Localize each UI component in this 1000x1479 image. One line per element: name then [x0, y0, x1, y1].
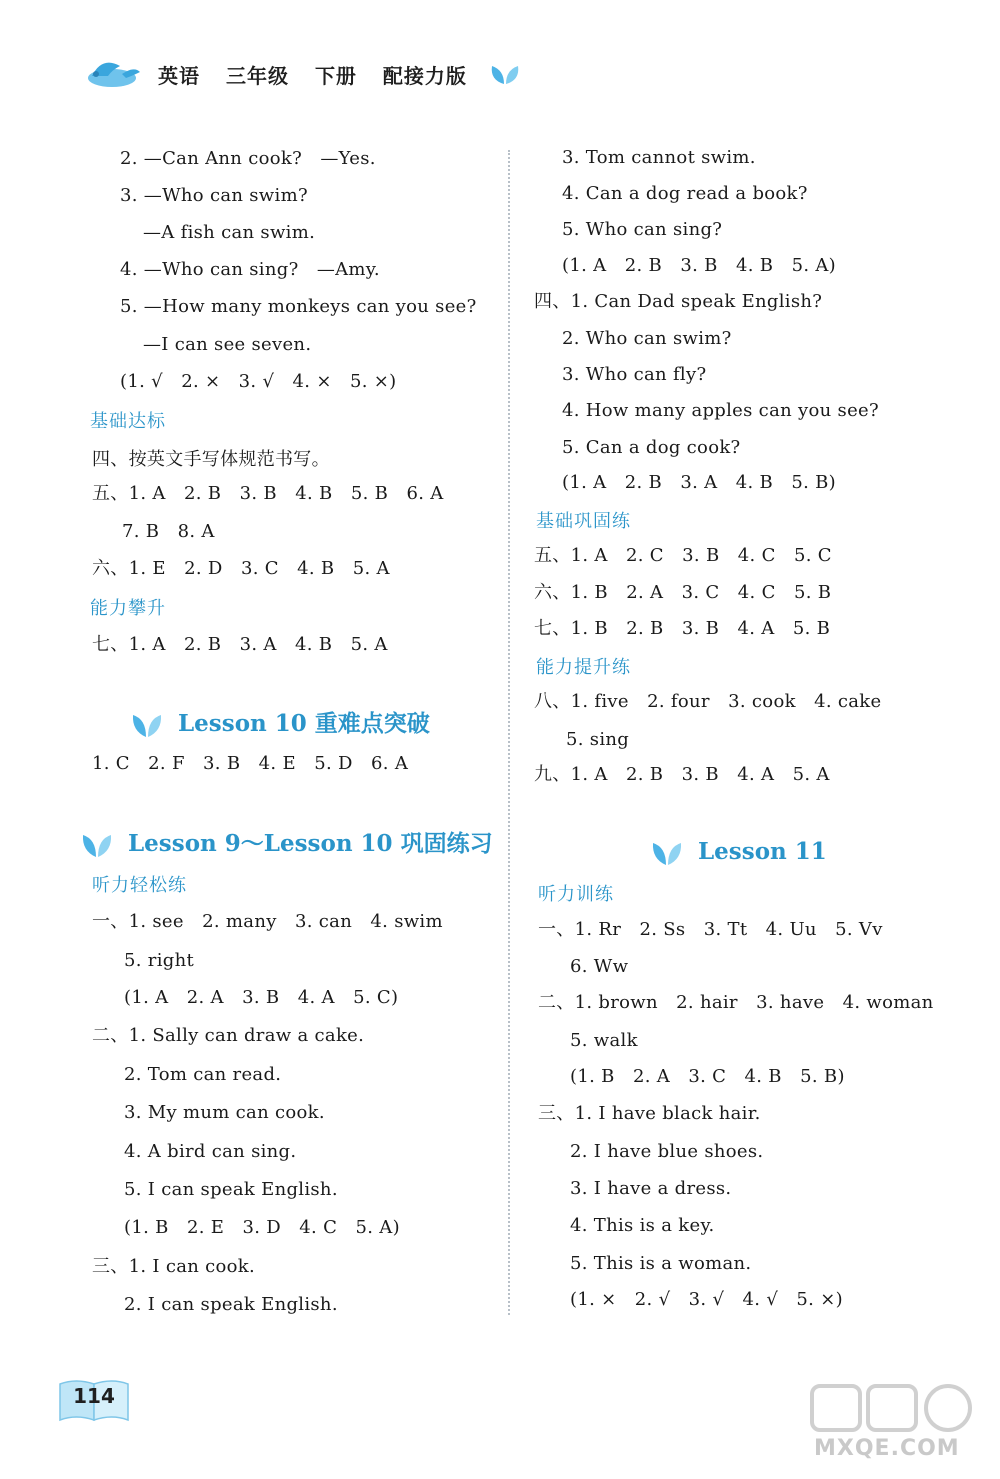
answer-line: 2. I can speak English. — [124, 1294, 338, 1315]
answer-line: 2. I have blue shoes. — [570, 1141, 764, 1162]
answer-line: 7. B 8. A — [122, 521, 215, 542]
watermark-logo — [808, 1380, 978, 1436]
section-heading: 能力提升练 — [536, 657, 631, 678]
section-heading: 听力轻松练 — [92, 875, 187, 896]
lesson-title — [650, 837, 827, 867]
answer-line: 5. This is a woman. — [570, 1253, 752, 1274]
answer-line: 5. walk — [570, 1030, 638, 1051]
answer-line: 5. —How many monkeys can you see? — [120, 296, 477, 317]
column-divider — [508, 150, 510, 1315]
section-heading: 基础巩固练 — [536, 511, 631, 532]
answer-line: 5. Can a dog cook? — [562, 437, 741, 458]
answer-line: 五、1. A 2. B 3. B 4. B 5. B 6. A — [92, 483, 444, 504]
answer-line: 三、1. I can cook. — [92, 1256, 256, 1277]
answer-line: 2. Tom can read. — [124, 1064, 282, 1085]
answer-line: 4. A bird can sing. — [124, 1141, 297, 1162]
answer-line: 5. sing — [566, 729, 630, 750]
answer-line: —A fish can swim. — [143, 222, 316, 243]
answer-line: 4. Can a dog read a book? — [562, 183, 808, 204]
answer-line: 四、按英文手写体规范书写。 — [92, 449, 330, 470]
answer-line: —I can see seven. — [143, 334, 312, 355]
answer-line: 四、1. Can Dad speak English? — [534, 291, 823, 312]
watermark — [804, 1380, 984, 1472]
bird-icon — [82, 52, 142, 92]
answer-line: 五、1. A 2. C 3. B 4. C 5. C — [534, 545, 832, 566]
answer-line: 九、1. A 2. B 3. B 4. A 5. A — [534, 764, 830, 785]
answer-line: 二、1. Sally can draw a cake. — [92, 1025, 365, 1046]
answer-line: 3. Who can fly? — [562, 364, 707, 385]
answer-line: 2. Who can swim? — [562, 328, 732, 349]
answer-line: 2. —Can Ann cook? —Yes. — [120, 148, 376, 169]
leaf-icon — [80, 831, 114, 859]
answer-line: 4. —Who can sing? —Amy. — [120, 259, 380, 280]
page-number-badge — [58, 1378, 130, 1422]
answer-line: (1. × 2. √ 3. √ 4. √ 5. ×) — [570, 1289, 843, 1310]
section-heading: 听力训练 — [538, 884, 614, 905]
answer-line: 八、1. five 2. four 3. cook 4. cake — [534, 691, 882, 712]
lesson-title — [80, 829, 493, 859]
answer-line: 3. My mum can cook. — [124, 1102, 325, 1123]
leaf-icon — [488, 64, 522, 86]
leaf-icon — [650, 839, 684, 867]
answer-line: 3. —Who can swim? — [120, 185, 308, 206]
page-number: 114 — [73, 1384, 115, 1408]
answer-line: 5. Who can sing? — [562, 219, 723, 240]
answer-line: 七、1. A 2. B 3. A 4. B 5. A — [92, 634, 388, 655]
header-title — [158, 60, 485, 89]
answer-line: (1. B 2. A 3. C 4. B 5. B) — [570, 1066, 845, 1087]
section-heading: 能力攀升 — [90, 598, 166, 619]
answer-line: (1. B 2. E 3. D 4. C 5. A) — [124, 1217, 400, 1238]
answer-line: 二、1. brown 2. hair 3. have 4. woman — [538, 992, 934, 1013]
lesson-title-text: Lesson 9～Lesson 10 巩固练习 — [128, 830, 493, 857]
header-term: 下册 — [314, 64, 357, 88]
answer-line: 3. I have a dress. — [570, 1178, 732, 1199]
answer-line: 一、1. Rr 2. Ss 3. Tt 4. Uu 5. Vv — [538, 919, 883, 940]
answer-line: 六、1. E 2. D 3. C 4. B 5. A — [92, 558, 390, 579]
answer-line: (1. A 2. A 3. B 4. A 5. C) — [124, 987, 399, 1008]
header-subject: 英语 — [158, 64, 200, 88]
answer-line: (1. A 2. B 3. B 4. B 5. A) — [562, 255, 837, 276]
lesson-title — [130, 709, 430, 739]
lesson-title-text: Lesson 10 重难点突破 — [178, 710, 430, 737]
section-heading: 基础达标 — [90, 411, 166, 432]
answer-line: 三、1. I have black hair. — [538, 1103, 761, 1124]
answer-line: 3. Tom cannot swim. — [562, 147, 756, 168]
watermark-text: MXQE.COM — [814, 1436, 960, 1461]
answer-line: 4. How many apples can you see? — [562, 400, 879, 421]
answer-line: (1. √ 2. × 3. √ 4. × 5. ×) — [120, 371, 397, 392]
answer-line: 5. I can speak English. — [124, 1179, 338, 1200]
answer-line: 1. C 2. F 3. B 4. E 5. D 6. A — [92, 753, 409, 774]
answer-line: (1. A 2. B 3. A 4. B 5. B) — [562, 472, 837, 493]
answer-line: 6. Ww — [570, 956, 629, 977]
answer-line: 七、1. B 2. B 3. B 4. A 5. B — [534, 618, 831, 639]
answer-line: 5. right — [124, 950, 195, 971]
answer-line: 一、1. see 2. many 3. can 4. swim — [92, 911, 443, 932]
leaf-icon — [130, 711, 164, 739]
answer-line: 六、1. B 2. A 3. C 4. C 5. B — [534, 582, 832, 603]
header-grade: 三年级 — [225, 64, 289, 88]
header-edition: 配接力版 — [382, 64, 467, 88]
answer-line: 4. This is a key. — [570, 1215, 715, 1236]
page-header — [0, 0, 1000, 120]
lesson-title-text: Lesson 11 — [698, 838, 827, 865]
